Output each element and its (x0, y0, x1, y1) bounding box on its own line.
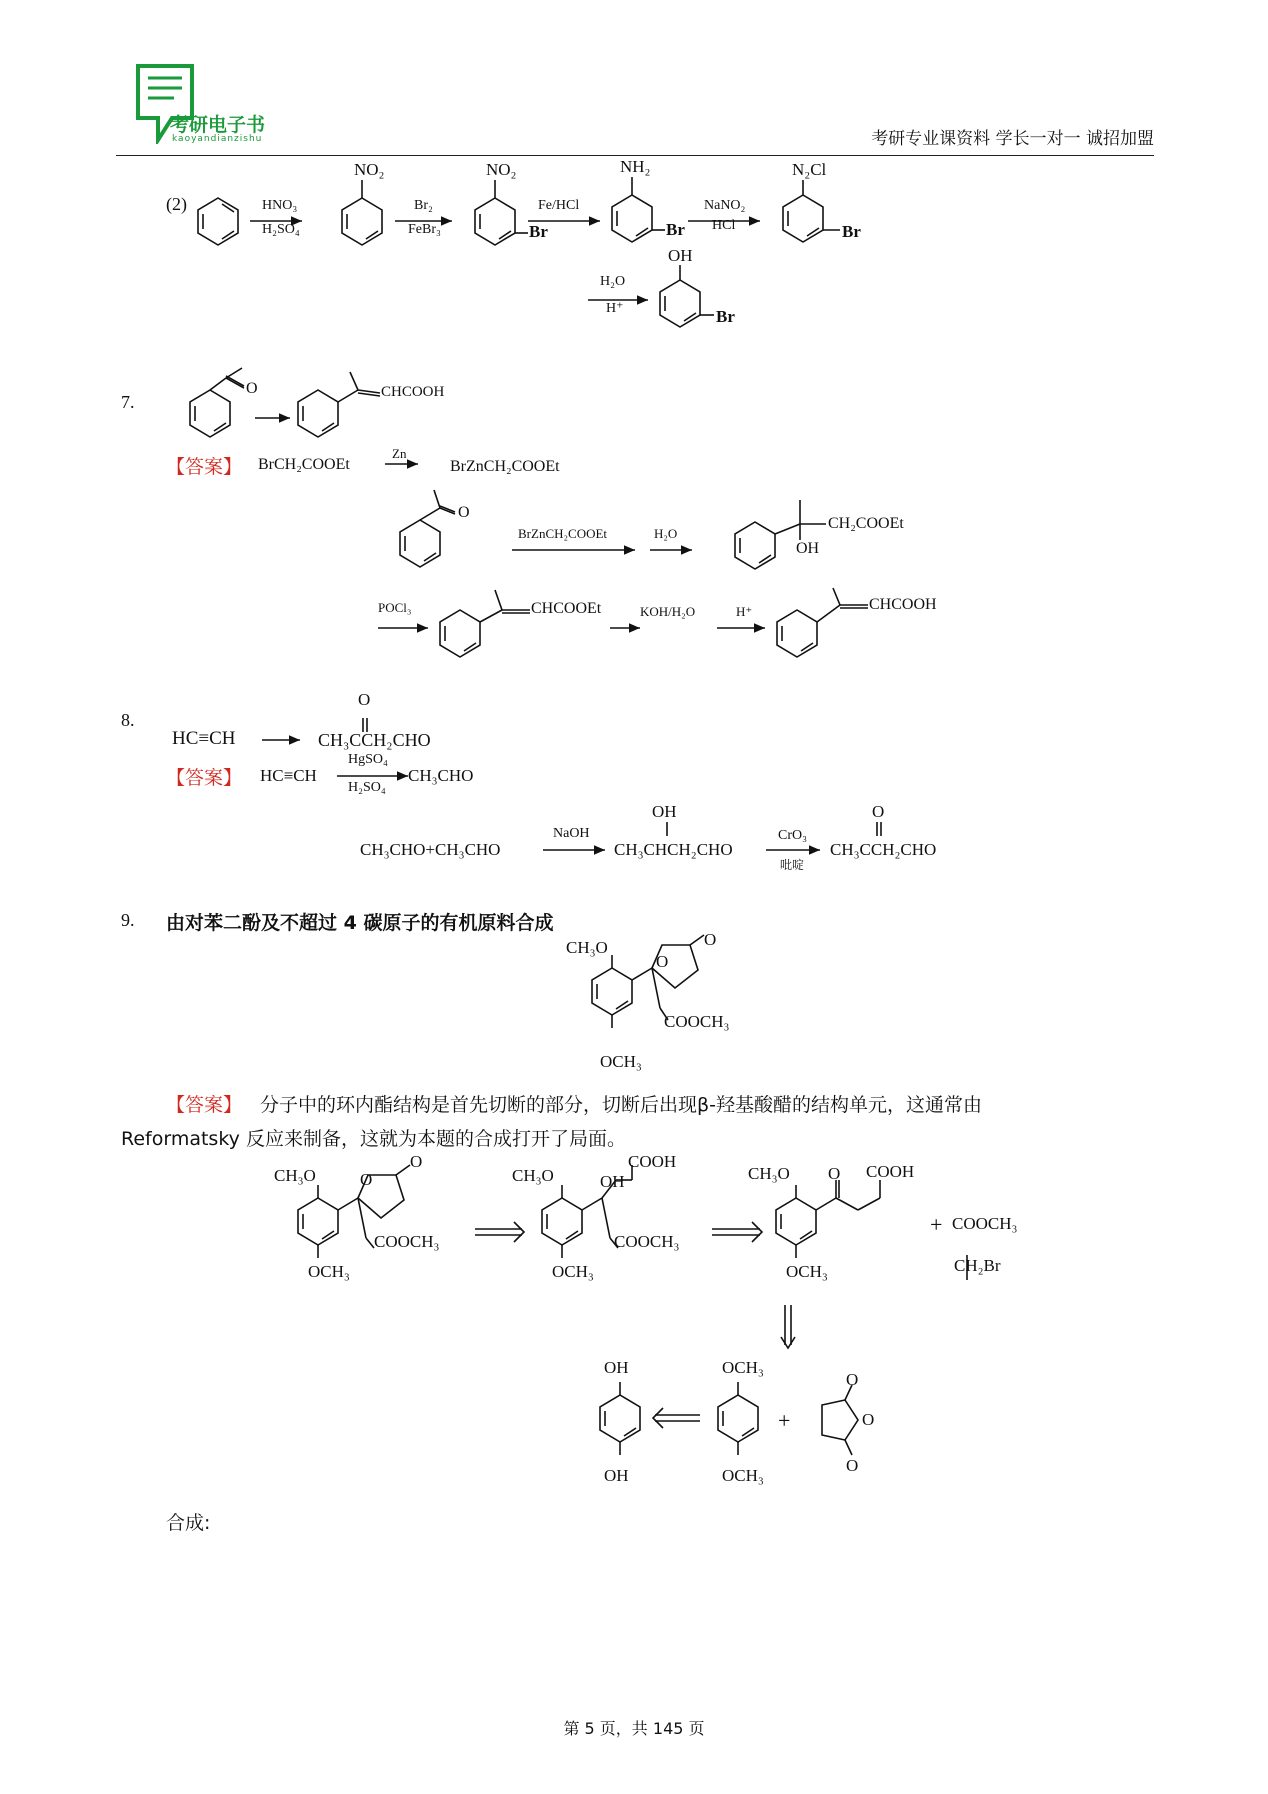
question-7-number: 7. (121, 392, 135, 412)
q8-a2-oxygen: O (872, 802, 885, 821)
q8-a2-right: CH₃CCH₂CHO (830, 840, 937, 859)
header-tagline: 考研专业课资料 学长一对一 诚招加盟 (871, 129, 1154, 149)
dmb-och3-bottom: OCH₃ (722, 1466, 764, 1485)
q9-answer-text-line1: 分子中的环内酯结构是首先切断的部分，切断后出现β-羟基酸醋的结构单元，这通常由 (260, 1094, 982, 1116)
r1-reagent-bottom: H₂SO₄ (262, 222, 300, 237)
reagent-plus: + (930, 1212, 943, 1237)
q9-target-ch3o: CH₃O (566, 938, 608, 957)
synthesis-label: 合成: (166, 1512, 211, 1534)
s2-oh: OH (600, 1172, 625, 1191)
q8-a2-hydroxyl: OH (652, 802, 677, 821)
q9-target-carbonyl-o: O (704, 930, 717, 949)
reagent-cooch3: COOCH₃ (952, 1214, 1018, 1233)
r5-reagent-bottom: H⁺ (606, 301, 624, 316)
q7-step4-product: CHCOOH (869, 596, 937, 613)
logo-subtext: kaoyandianzishu (172, 134, 263, 144)
s3-ch3o: CH₃O (748, 1164, 790, 1183)
q7-step3-reagent: POCl₃ (378, 600, 412, 615)
q7-step1-right: BrZnCH₂COOEt (450, 458, 560, 475)
q9-answer-text-line2: Reformatsky 反应来制备，这就为本题的合成打开了局面。 (121, 1128, 626, 1150)
reagent-ch2br: CH₂Br (954, 1256, 1001, 1275)
hq-oh-top: OH (604, 1358, 629, 1377)
nitro-group: NO₂ (354, 160, 385, 179)
s2-cooh: COOH (628, 1152, 677, 1171)
r2-reagent-top: Br₂ (414, 198, 433, 213)
r5-reagent-top: H₂O (600, 274, 626, 289)
q8-a1-reagent-bottom: H₂SO₄ (348, 780, 386, 795)
q9-target-lactone-o: O (656, 952, 669, 971)
r4-reagent-bottom: HCl (712, 218, 736, 233)
question-9-number: 9. (121, 910, 135, 930)
nitro-group-2: NO₂ (486, 160, 517, 179)
q7-ketone-o: O (246, 380, 258, 397)
amino-group: NH₂ (620, 157, 651, 176)
q7-step1-left: BrCH₂COOEt (258, 456, 350, 473)
q8-product-oxygen: O (358, 690, 371, 709)
s1-o: O (360, 1170, 373, 1189)
q7-step4-reagent-2: H⁺ (736, 604, 753, 619)
q8-a2-reagent2-top: CrO₃ (778, 828, 807, 843)
q7-step2-product-chain: CH₂COOEt (828, 515, 904, 532)
q8-a2-reagent: NaOH (553, 826, 590, 841)
s3-cooh: COOH (866, 1162, 915, 1181)
anhydride-o-ring: O (862, 1410, 875, 1429)
q9-target-och3: OCH₃ (600, 1052, 642, 1071)
question-8-number: 8. (121, 710, 135, 730)
diazonium-group: N₂Cl (792, 160, 827, 179)
anhydride-o-top: O (846, 1370, 859, 1389)
bromo-label-1: Br (529, 222, 548, 241)
q7-step3-product: CHCOOEt (531, 600, 602, 617)
bromo-label-2: Br (666, 220, 685, 239)
s2-ch3o: CH₃O (512, 1166, 554, 1185)
s1-cooch3: COOCH₃ (374, 1232, 440, 1251)
q7-ketone-o-2: O (458, 504, 470, 521)
hq-oh-bottom: OH (604, 1466, 629, 1485)
r4-reagent-top: NaNO₂ (704, 198, 746, 213)
logo-text: 考研电子书 (170, 114, 266, 136)
q7-step1-reagent: Zn (392, 446, 407, 461)
q8-a2-middle: CH₃CHCH₂CHO (614, 840, 733, 859)
part2-label: (2) (166, 194, 187, 214)
q8-product: CH₃CCH₂CHO (318, 730, 431, 750)
s2-och3: OCH₃ (552, 1262, 594, 1281)
q9-target-cooch3: COOCH₃ (664, 1012, 730, 1031)
s1-och3: OCH₃ (308, 1262, 350, 1281)
r2-reagent-bottom: FeBr₃ (408, 222, 441, 237)
q8-a1-left: HC≡CH (260, 766, 317, 785)
q9-title: 由对苯二酚及不超过 4 碳原子的有机原料合成 (166, 912, 554, 934)
dmb-och3-top: OCH₃ (722, 1358, 764, 1377)
hydroxyl-group: OH (668, 246, 693, 265)
row2-plus: + (778, 1408, 791, 1433)
bromo-label-4: Br (716, 307, 735, 326)
q7-step2-product-oh: OH (796, 540, 820, 557)
q8-reactant: HC≡CH (172, 728, 236, 749)
q8-a1-reagent-top: HgSO₄ (348, 752, 388, 767)
r1-reagent-top: HNO₃ (262, 198, 298, 213)
q7-target-product: CHCOOH (381, 384, 445, 400)
q7-step4-reagent: KOH/H₂O (640, 604, 696, 619)
q8-answer-tag: 【答案】 (166, 767, 243, 789)
bromo-label-3: Br (842, 222, 861, 241)
page-footer: 第 5 页，共 145 页 (563, 1719, 705, 1738)
q7-step2-reagent: BrZnCH₂COOEt (518, 526, 608, 541)
r3-reagent-top: Fe/HCl (538, 198, 580, 213)
q7-answer-tag: 【答案】 (166, 456, 243, 478)
s1-ch3o: CH₃O (274, 1166, 316, 1185)
s1-carbonyl-o: O (410, 1152, 423, 1171)
q8-a2-reagent2-bottom: 吡啶 (780, 858, 805, 872)
s3-carbonyl-o: O (828, 1164, 841, 1183)
s3-och3: OCH₃ (786, 1262, 828, 1281)
q7-step2-reagent-2: H₂O (654, 526, 678, 541)
anhydride-o-bottom: O (846, 1456, 859, 1475)
q9-answer-tag: 【答案】 (166, 1094, 243, 1116)
q8-a1-right: CH₃CHO (408, 766, 474, 785)
s2-cooch3: COOCH₃ (614, 1232, 680, 1251)
q8-a2-left: CH₃CHO+CH₃CHO (360, 840, 501, 859)
